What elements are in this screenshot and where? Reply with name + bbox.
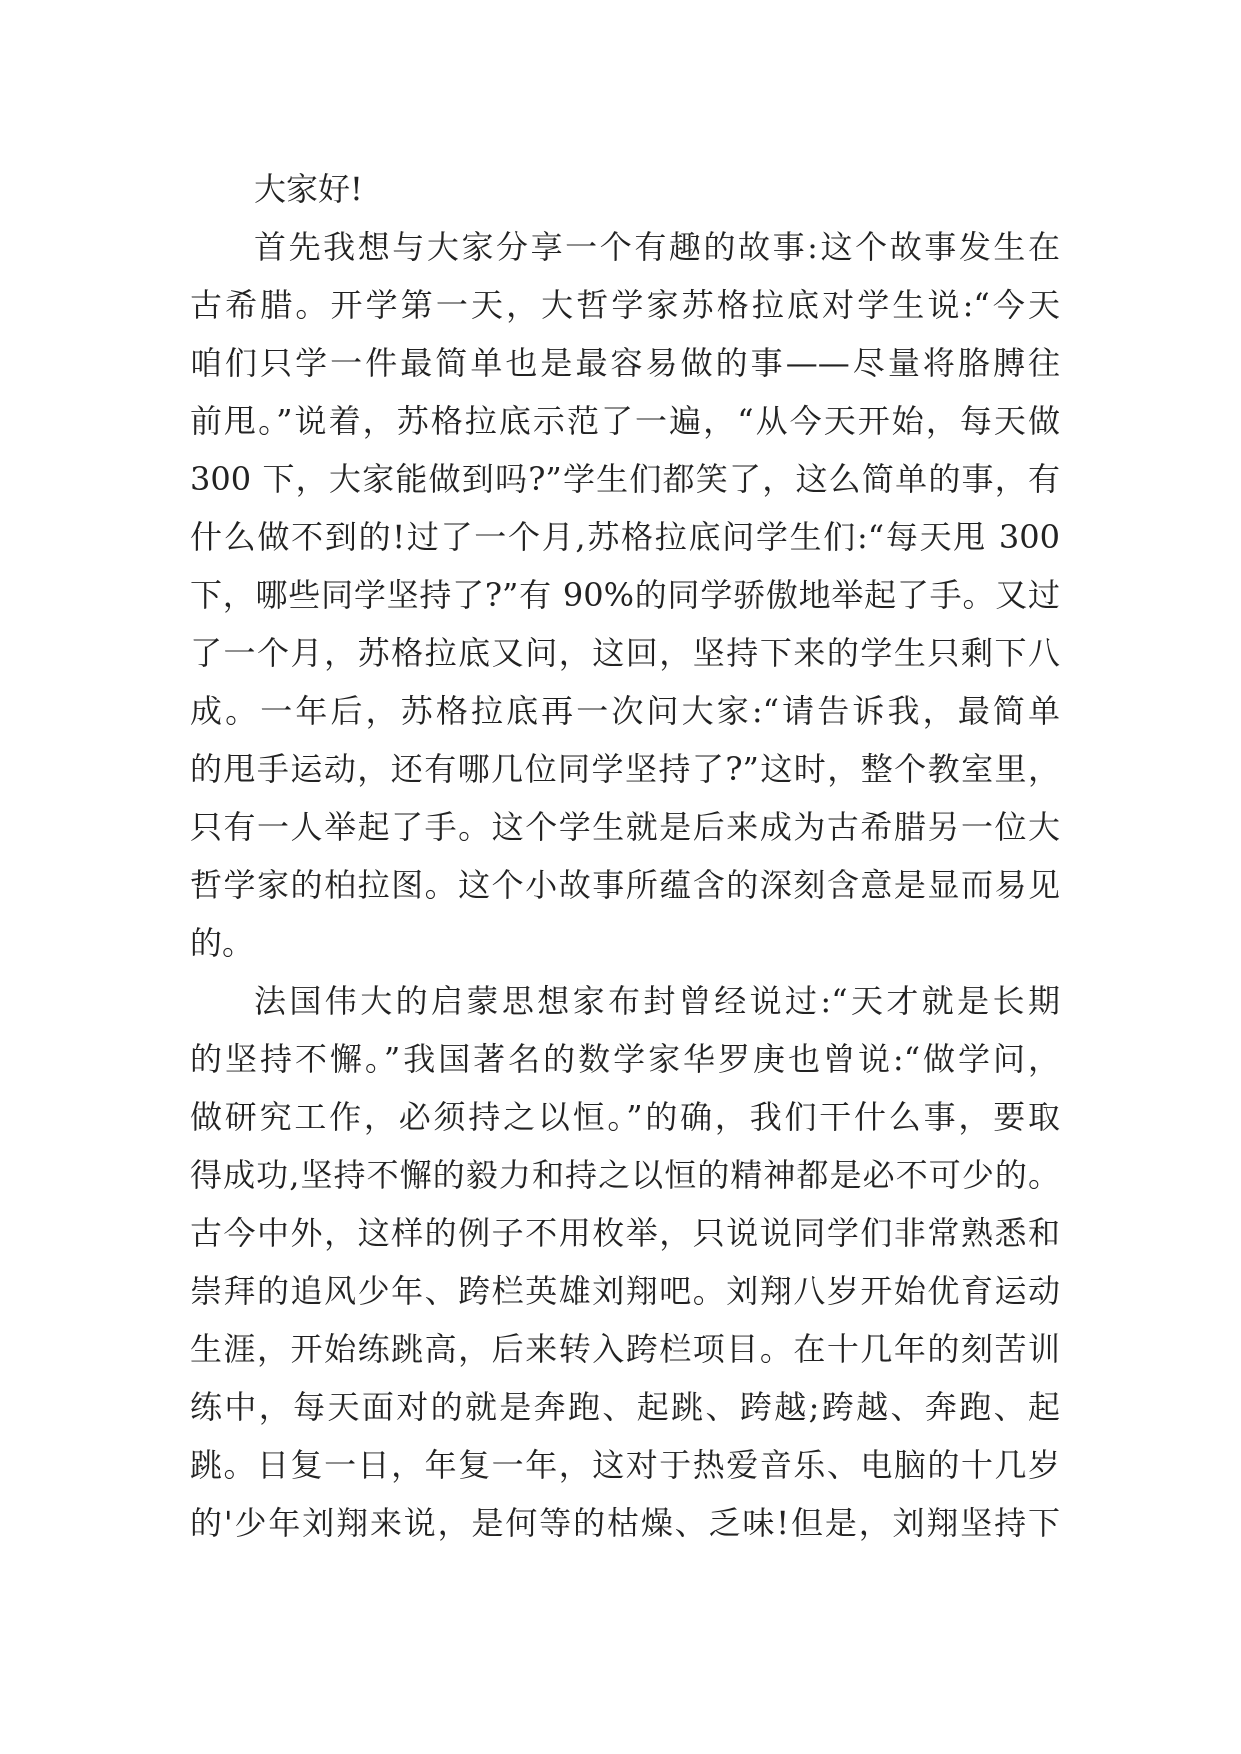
- text-line: 崇拜的追风少年、跨栏英雄刘翔吧。刘翔八岁开始优育运动: [190, 1272, 1060, 1310]
- text-line: 只有一人举起了手。这个学生就是后来成为古希腊另一位大: [190, 808, 1060, 846]
- text-line: 了一个月，苏格拉底又问，这回，坚持下来的学生只剩下八: [190, 634, 1060, 672]
- text-line: 什么做不到的!过了一个月,苏格拉底问学生们:“每天甩 300: [190, 518, 1060, 556]
- text-line: 300 下，大家能做到吗?”学生们都笑了，这么简单的事，有: [190, 460, 1060, 498]
- text-line: 的。: [190, 924, 255, 962]
- text-line: 下，哪些同学坚持了?”有 90%的同学骄傲地举起了手。又过: [190, 576, 1060, 614]
- text-line: 哲学家的柏拉图。这个小故事所蕴含的深刻含意是显而易见: [190, 866, 1060, 904]
- text-line: 成。一年后，苏格拉底再一次问大家:“请告诉我，最简单: [190, 692, 1060, 730]
- text-line: 跳。日复一日，年复一年，这对于热爱音乐、电脑的十几岁: [190, 1446, 1060, 1484]
- text-line: 咱们只学一件最简单也是最容易做的事——尽量将胳膊往: [190, 344, 1060, 382]
- text-line: 的甩手运动，还有哪几位同学坚持了?”这时，整个教室里，: [190, 750, 1060, 788]
- text-line: 得成功,坚持不懈的毅力和持之以恒的精神都是必不可少的。: [190, 1156, 1060, 1194]
- text-line: 古希腊。开学第一天，大哲学家苏格拉底对学生说:“今天: [190, 286, 1060, 324]
- text-line: 法国伟大的启蒙思想家布封曾经说过:“天才就是长期: [254, 982, 1060, 1020]
- document-body: [190, 160, 1060, 1552]
- text-line: 前甩。”说着，苏格拉底示范了一遍，“从今天开始，每天做: [190, 402, 1060, 440]
- text-line: 生涯，开始练跳高，后来转入跨栏项目。在十几年的刻苦训: [190, 1330, 1060, 1368]
- text-line: 古今中外，这样的例子不用枚举，只说说同学们非常熟悉和: [190, 1214, 1060, 1252]
- text-line: 首先我想与大家分享一个有趣的故事:这个故事发生在: [254, 228, 1060, 266]
- text-line: 做研究工作，必须持之以恒。”的确，我们干什么事，要取: [190, 1098, 1060, 1136]
- text-line: 练中，每天面对的就是奔跑、起跳、跨越;跨越、奔跑、起: [190, 1388, 1060, 1426]
- text-line: 的'少年刘翔来说，是何等的枯燥、乏味!但是，刘翔坚持下: [190, 1504, 1060, 1542]
- greeting-line: 大家好!: [254, 170, 363, 208]
- text-line: 的坚持不懈。”我国著名的数学家华罗庚也曾说:“做学问，: [190, 1040, 1060, 1078]
